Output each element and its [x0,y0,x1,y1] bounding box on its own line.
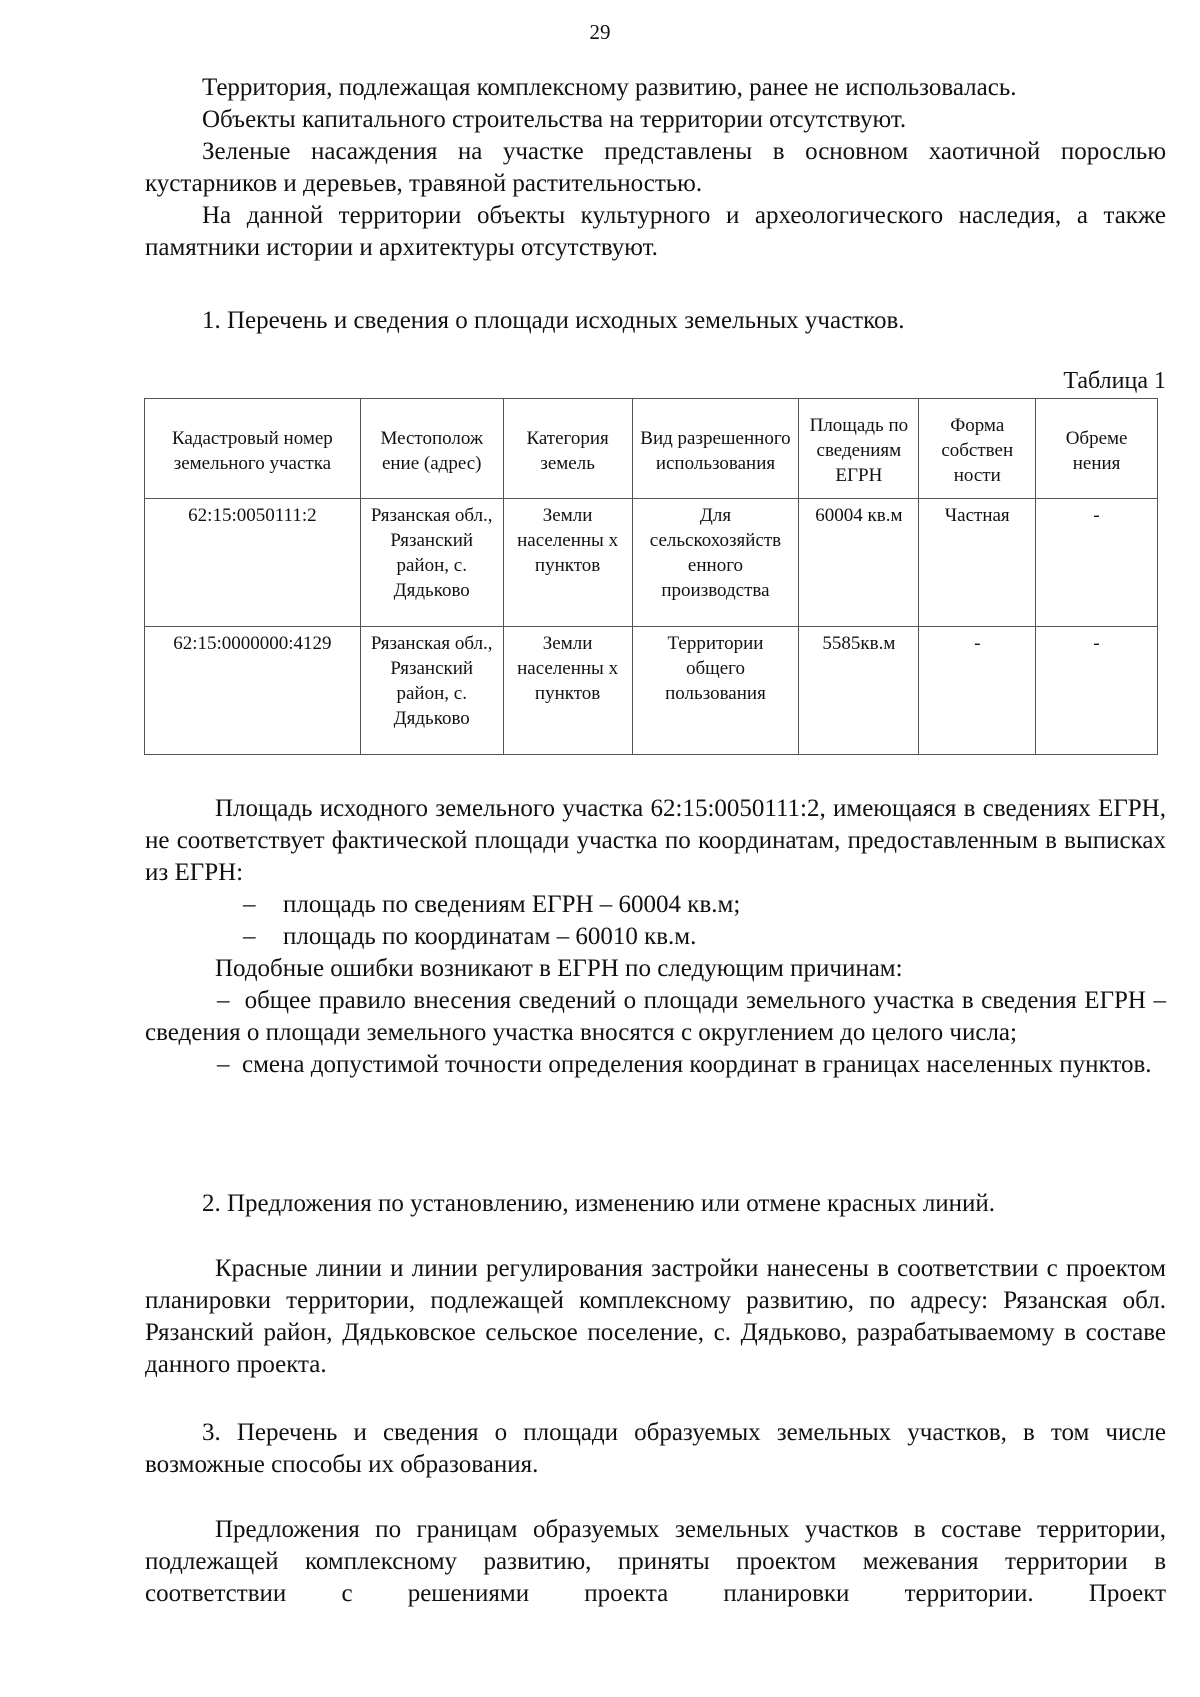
section2-paragraph: Красные линии и линии регулирования застройки нанесены в соответствии с проектом планировки территории, подлежащей комплексному развитию, по адресу: Рязанская обл. Рязанский район, Дядьковское сельское поселение, с. Дядьково, разрабатываемому в составе данного проекта. [145,1255,1166,1378]
table-cell: Территории общего пользования [632,627,799,755]
section2-block [145,1188,1166,1220]
section3-heading: 3. Перечень и сведения о площади образуемых земельных участков, в том числе возможные способы их образования. [145,1419,1166,1478]
table-cell: Земли населенны х пунктов [503,627,632,755]
header-cell: Кадастровый номер земельного участка [145,399,361,499]
area-list-item: – площадь по сведениям ЕГРН – 60004 кв.м; [145,889,1166,921]
intro-paragraph: На данной территории объекты культурного и археологического наследия, а также памятники истории и архитектуры отсутствуют. [145,202,1166,261]
header-cell: Обреме нения [1036,399,1158,499]
table-cell: 5585кв.м [799,627,919,755]
area-list-text: площадь по сведениям ЕГРН – 60004 кв.м; [283,891,741,918]
section2-paragraph-block [145,1253,1166,1381]
errors-list-item: – общее правило внесения сведений о площади земельного участка в сведения ЕГРН – сведения о площади земельного участка вносятся с округлением до целого числа; [145,987,1167,1046]
table-cell: Для сельскохозяйств енного производства [632,499,799,627]
intro-paragraph: Территория, подлежащая комплексному развитию, ранее не использовалась. [202,74,1017,101]
errors-list-text: смена допустимой точности определения координат в границах населенных пунктов. [242,1051,1152,1078]
header-cell: Категория земель [503,399,632,499]
table-cell: Земли населенны х пунктов [503,499,632,627]
land-plots-table [144,398,1158,755]
section1-heading: 1. Перечень и сведения о площади исходных земельных участков. [202,307,905,334]
table-cell: Частная [919,499,1036,627]
section1-heading-block [145,305,1166,337]
table-cell: Рязанская обл., Рязанский район, с. Дядьково [360,499,503,627]
table-cell: - [1036,627,1158,755]
table-cell: 62:15:0050111:2 [145,499,361,627]
area-list-text: площадь по координатам – 60010 кв.м. [283,923,697,950]
area-list-item: – площадь по координатам – 60010 кв.м. [145,921,1166,953]
header-cell: Площадь по сведениям ЕГРН [799,399,919,499]
page-number: 29 [589,20,611,44]
table-header-row [145,399,1158,499]
intro-paragraph: Зеленые насаждения на участке представлены в основном хаотичной порослью кустарников и деревьев, травяной растительностью. [145,138,1166,197]
errors-list-item: – смена допустимой точности определения координат в границах населенных пунктов. [217,1051,1152,1078]
header-cell: Форма собствен ности [919,399,1036,499]
section2-heading: 2. Предложения по установлению, изменению или отмене красных линий. [202,1190,996,1217]
table-cell: 62:15:0000000:4129 [145,627,361,755]
table-cell: Рязанская обл., Рязанский район, с. Дядьково [360,627,503,755]
intro-paragraph: Объекты капитального строительства на территории отсутствуют. [202,106,907,133]
table-cell: - [919,627,1036,755]
section3-block [145,1417,1166,1481]
area-block [145,793,1166,1081]
table-cell: 60004 кв.м [799,499,919,627]
section3-paragraph: Предложения по границам образуемых земельных участков в составе территории, подлежащей комплексному развитию, приняты проектом межевания территории в соответствии с решениями проекта планировки территории. Проект [145,1516,1166,1607]
errors-intro: Подобные ошибки возникают в ЕГРН по следующим причинам: [215,955,903,982]
errors-list-text: общее правило внесения сведений о площади земельного участка в сведения ЕГРН – сведения о площади земельного участка вносятся с округлением до целого числа; [145,987,1167,1046]
header-cell: Местополож ение (адрес) [360,399,503,499]
section3-paragraph-block [145,1514,1166,1610]
table-row [145,627,1158,755]
table-row [145,499,1158,627]
header-cell: Вид разрешенного использования [632,399,799,499]
intro-block [145,72,1166,264]
table-caption: Таблица 1 [1063,368,1166,394]
area-paragraph: Площадь исходного земельного участка 62:15:0050111:2, имеющаяся в сведениях ЕГРН, не соответствует фактической площади участка по координатам, предоставленным в выписках из ЕГРН: [145,795,1166,886]
table-cell: - [1036,499,1158,627]
